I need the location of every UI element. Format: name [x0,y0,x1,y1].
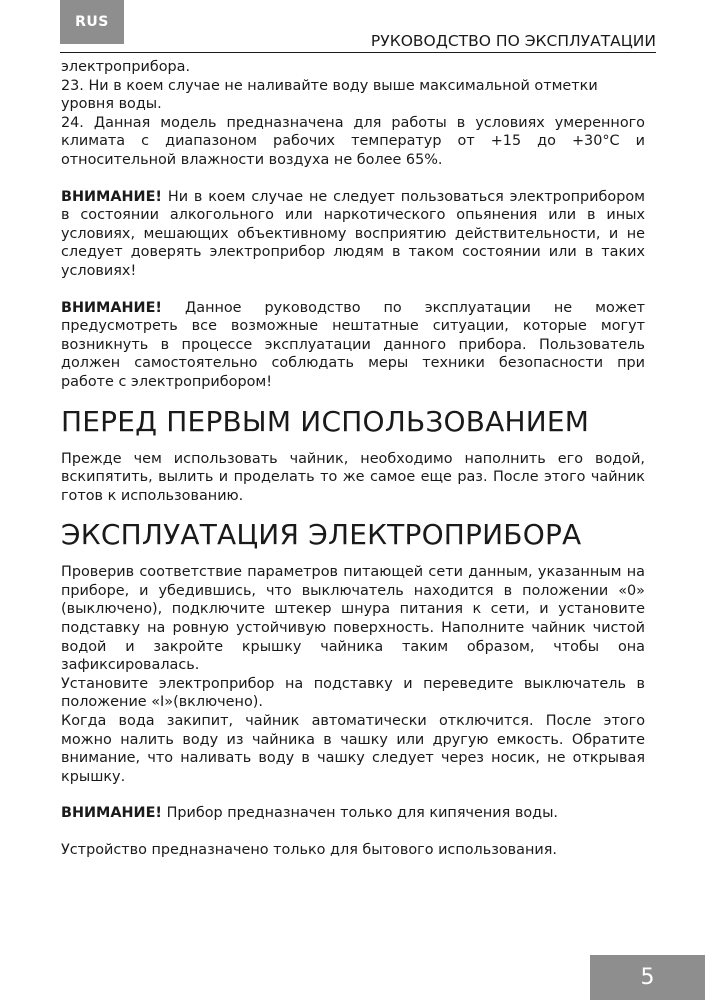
section-paragraph: Прежде чем использовать чайник, необходимо наполнить его водой, вскипятить, вылить и проделать то же самое еще раз. После этого чайник готов к использованию. [61,450,645,504]
language-tab: RUS [60,0,124,44]
household-use-note: Устройство предназначено только для бытового использования. [61,842,557,858]
warning-label: ВНИМАНИЕ! [61,299,162,316]
manual-title: РУКОВОДСТВО ПО ЭКСПЛУАТАЦИИ [370,32,656,50]
list-item-23: 23. Ни в коем случае не наливайте воду выше максимальной отметки уровня воды. [61,77,598,113]
section-paragraph: Проверив соответствие параметров питающей сети данным, указанным на приборе, и убедившись, что выключатель находится в положении «0» (выключено), подключите штекер шнура питания к сети, и установите подставку на ровную устойчивую поверхность. Наполните чайник чистой водой и закройте крышку чайника таким образом, чтобы она зафиксировалась. [61,564,645,674]
warning-paragraph-1 [61,188,645,281]
section-heading-before-first-use: ПЕРЕД ПЕРВЫМ ИСПОЛЬЗОВАНИЕМ [61,404,590,438]
header-divider [60,52,656,53]
warning-text: Прибор предназначен только для кипячения воды. [162,805,559,822]
section-paragraph: Установите электроприбор на подставку и переведите выключатель в положение «I»(включено). [61,675,645,711]
section-paragraph: Когда вода закипит, чайник автоматически отключится. После этого можно налить воду из чайника в чашку или другую емкость. Обратите внимание, что наливать воду в чашку следует через носик, не открывая крышку. [61,713,645,785]
warning-label: ВНИМАНИЕ! [61,805,162,822]
warning-text: Данное руководство по эксплуатации не может предусмотреть все возможные нештатные ситуации, которые могут возникнуть в процессе эксплуатации данного прибора. Пользователь должен самостоятельно соблюдать меры техники безопасности при работе с электроприбором! [61,299,645,390]
warning-paragraph-2 [61,299,645,392]
warning-label: ВНИМАНИЕ! [61,188,162,205]
list-item-continuation: электроприбора. [61,59,191,75]
page-number: 5 [590,955,705,1000]
warning-text: Ни в коем случае не следует пользоваться электроприбором в состоянии алкогольного или наркотического опьянения или в иных условиях, мешающих объективному восприятию действительности, и не следует доверять электроприбор людям в таком состоянии или в таких условиях! [61,188,645,279]
section-heading-operation: ЭКСПЛУАТАЦИЯ ЭЛЕКТРОПРИБОРА [61,518,582,552]
page-content [61,58,645,860]
list-item-24: 24. Данная модель предназначена для работы в условиях умеренного климата с диапазоном рабочих температур от +15 до +30°С и относительной влажности воздуха не более 65%. [61,114,645,168]
warning-paragraph-3 [61,804,645,823]
